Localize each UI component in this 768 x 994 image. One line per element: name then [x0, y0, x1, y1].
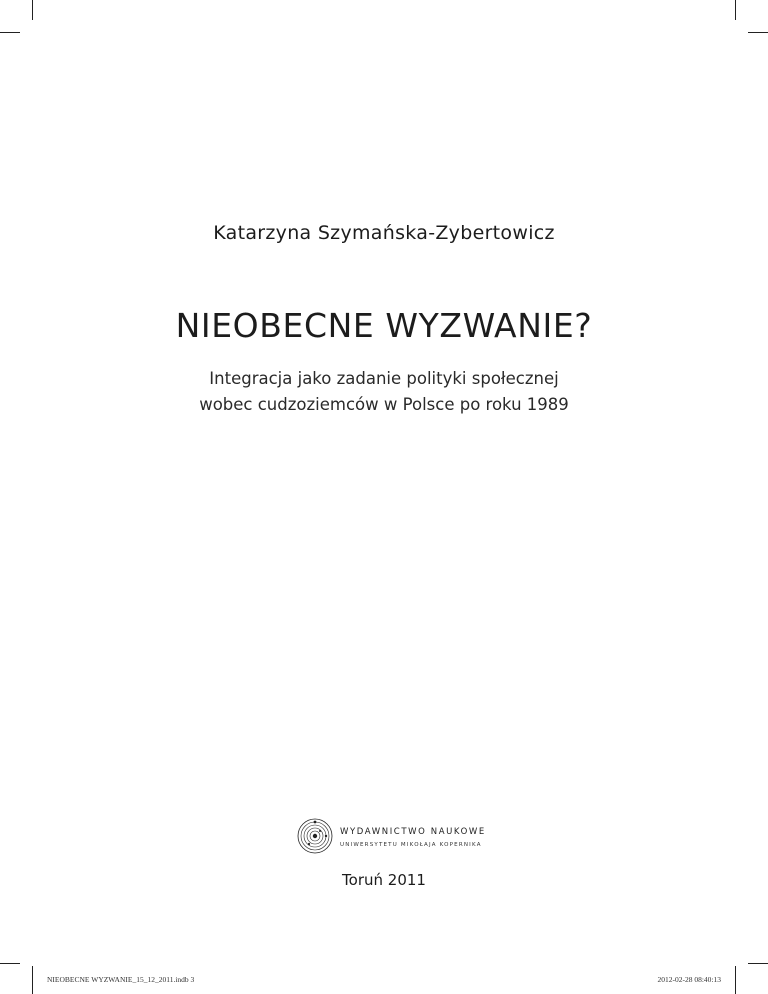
crop-mark-bottom-left-vertical: [32, 966, 33, 994]
crop-mark-top-left-vertical: [32, 0, 33, 20]
publisher-subname: UNIWERSYTETU MIKOŁAJA KOPERNIKA: [340, 842, 482, 848]
book-subtitle: [0, 366, 768, 418]
crop-mark-bottom-right-horizontal: [748, 963, 768, 964]
crop-mark-top-left-horizontal: [0, 32, 20, 33]
place-and-year: Toruń 2011: [342, 871, 426, 889]
crop-mark-top-right-horizontal: [748, 32, 768, 33]
publisher-block: [297, 818, 497, 858]
slug-file-info: NIEOBECNE WYZWANIE_15_12_2011.indb 3: [47, 975, 195, 984]
crop-mark-top-right-vertical: [735, 0, 736, 20]
publisher-logo-icon: [297, 818, 333, 854]
subtitle-line-2: wobec cudzoziemców w Polsce po roku 1989: [199, 395, 569, 414]
publisher-name: WYDAWNICTWO NAUKOWE: [340, 827, 486, 837]
crop-mark-bottom-left-horizontal: [0, 963, 20, 964]
crop-mark-bottom-right-vertical: [735, 966, 736, 994]
subtitle-line-1: Integracja jako zadanie polityki społecznej: [209, 369, 559, 388]
author-name: Katarzyna Szymańska-Zybertowicz: [213, 222, 555, 244]
book-title: NIEOBECNE WYZWANIE?: [175, 306, 593, 345]
slug-timestamp: 2012-02-28 08:40:13: [657, 975, 721, 984]
